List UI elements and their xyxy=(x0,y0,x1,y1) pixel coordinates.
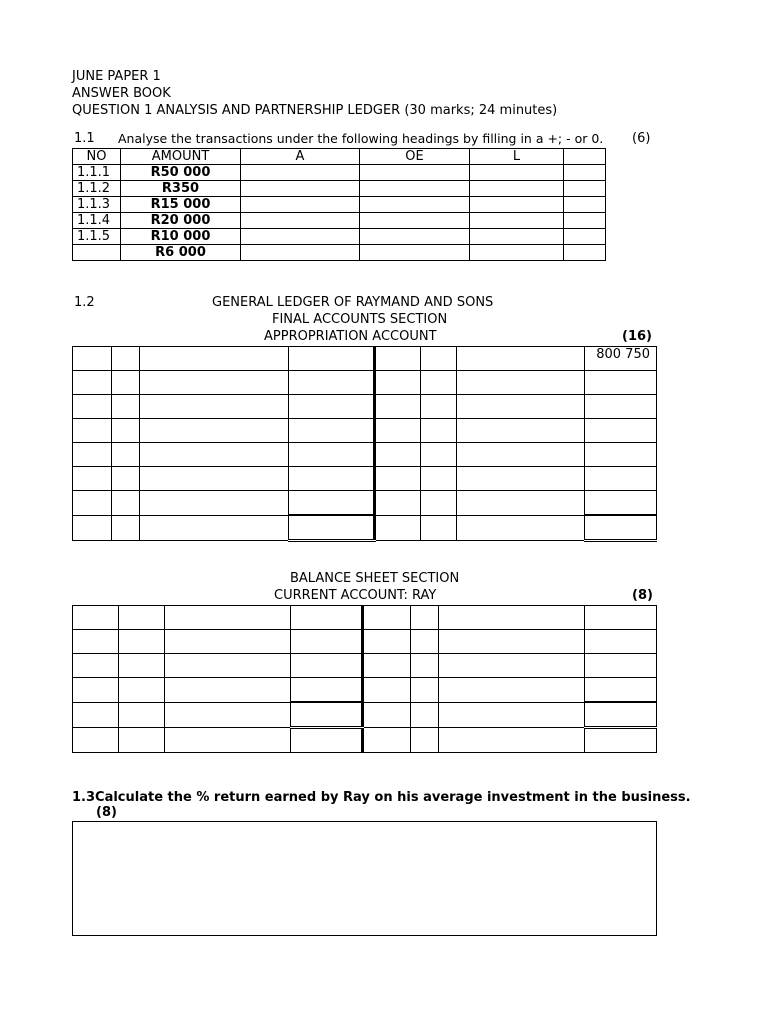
row-no: 1.1.4 xyxy=(73,213,121,229)
table-row xyxy=(73,467,657,491)
ledger-cell[interactable] xyxy=(73,606,119,630)
final-accounts-title: FINAL ACCOUNTS SECTION xyxy=(272,312,448,327)
answer-cell-l[interactable] xyxy=(470,213,564,229)
ledger-cell[interactable] xyxy=(112,515,140,541)
answer-cell-a[interactable] xyxy=(241,197,360,213)
answer-cell-extra[interactable] xyxy=(564,181,606,197)
answer-cell-oe[interactable] xyxy=(360,229,470,245)
ledger-cell[interactable] xyxy=(457,347,585,371)
answer-cell-extra[interactable] xyxy=(564,245,606,261)
answer-cell-oe[interactable] xyxy=(360,181,470,197)
answer-cell-a[interactable] xyxy=(241,245,360,261)
q11-marks: (6) xyxy=(632,131,651,146)
ledger-cell[interactable] xyxy=(140,395,289,419)
table-row xyxy=(73,245,606,261)
ledger-cell[interactable] xyxy=(119,630,165,654)
answer-cell-l[interactable] xyxy=(470,197,564,213)
total-cell[interactable] xyxy=(585,515,657,541)
ledger-cell[interactable] xyxy=(375,395,421,419)
row-no: 1.1.2 xyxy=(73,181,121,197)
q13-question: 1.3Calculate the % return earned by Ray on his average investment in the business. xyxy=(72,790,691,805)
ledger-cell[interactable] xyxy=(375,515,421,541)
col-extra-header xyxy=(564,149,606,165)
ledger-cell[interactable] xyxy=(119,702,165,728)
table-row xyxy=(73,678,657,703)
ledger-cell[interactable] xyxy=(289,347,375,371)
bs-marks: (8) xyxy=(632,588,653,603)
ledger-cell[interactable] xyxy=(439,606,585,630)
current-account-title: CURRENT ACCOUNT: RAY xyxy=(274,588,437,603)
q11-number: 1.1 xyxy=(74,131,95,146)
ledger-cell[interactable] xyxy=(112,371,140,395)
prefilled-amount: 800 750 xyxy=(585,347,657,371)
ledger-cell[interactable] xyxy=(439,630,585,654)
ledger-cell[interactable] xyxy=(291,728,363,753)
ledger-cell[interactable] xyxy=(421,515,457,541)
ledger-cell[interactable] xyxy=(140,467,289,491)
total-cell[interactable] xyxy=(585,702,657,728)
ledger-cell[interactable] xyxy=(289,419,375,443)
ledger-cell[interactable] xyxy=(112,443,140,467)
table-row xyxy=(73,630,657,654)
ledger-cell[interactable] xyxy=(457,395,585,419)
ledger-cell[interactable] xyxy=(119,728,165,753)
row-no xyxy=(73,245,121,261)
ledger-cell[interactable] xyxy=(439,728,585,753)
ledger-cell[interactable] xyxy=(291,654,363,678)
ledger-cell[interactable] xyxy=(363,728,411,753)
ledger-cell[interactable] xyxy=(457,443,585,467)
ledger-cell[interactable] xyxy=(439,702,585,728)
col-a-header: A xyxy=(241,149,360,165)
row-amount: R6 000 xyxy=(121,245,241,261)
answer-cell-extra[interactable] xyxy=(564,213,606,229)
ledger-cell[interactable] xyxy=(375,491,421,516)
ledger-cell[interactable] xyxy=(165,702,291,728)
ledger-cell[interactable] xyxy=(411,728,439,753)
table-row xyxy=(73,728,657,753)
ledger-cell[interactable] xyxy=(73,630,119,654)
q13-answer-box[interactable] xyxy=(72,821,657,936)
ledger-cell[interactable] xyxy=(585,630,657,654)
ledger-cell[interactable] xyxy=(585,678,657,703)
current-account-table xyxy=(72,605,657,753)
ledger-cell[interactable] xyxy=(289,467,375,491)
ledger-cell[interactable] xyxy=(291,606,363,630)
question-heading: QUESTION 1 ANALYSIS AND PARTNERSHIP LEDGER (30 marks; 24 minutes) xyxy=(72,103,558,118)
ledger-cell[interactable] xyxy=(421,395,457,419)
table-row xyxy=(73,371,657,395)
table-row xyxy=(73,229,606,245)
ledger-cell[interactable] xyxy=(73,515,112,541)
answer-cell-l[interactable] xyxy=(470,245,564,261)
ledger-cell[interactable] xyxy=(140,347,289,371)
analysis-header-row xyxy=(73,149,606,165)
q11-instruction: Analyse the transactions under the following headings by filling in a +; - or 0. xyxy=(118,131,604,146)
row-amount: R10 000 xyxy=(121,229,241,245)
ledger-cell[interactable] xyxy=(585,395,657,419)
col-l-header: L xyxy=(470,149,564,165)
ledger-cell[interactable] xyxy=(457,491,585,516)
ledger-cell[interactable] xyxy=(73,467,112,491)
total-row xyxy=(73,702,657,728)
ledger-cell[interactable] xyxy=(140,419,289,443)
ledger-cell[interactable] xyxy=(457,515,585,541)
ledger-cell[interactable] xyxy=(73,491,112,516)
ledger-cell[interactable] xyxy=(411,654,439,678)
row-no: 1.1.5 xyxy=(73,229,121,245)
answer-cell-l[interactable] xyxy=(470,181,564,197)
table-row xyxy=(73,419,657,443)
ledger-cell[interactable] xyxy=(140,515,289,541)
ledger-cell[interactable] xyxy=(585,467,657,491)
col-amount-header: AMOUNT xyxy=(121,149,241,165)
table-row xyxy=(73,654,657,678)
q13-marks: (8) xyxy=(96,805,117,820)
table-row xyxy=(73,347,657,371)
row-no: 1.1.1 xyxy=(73,165,121,181)
answer-cell-extra[interactable] xyxy=(564,197,606,213)
answer-cell-extra[interactable] xyxy=(564,229,606,245)
table-row xyxy=(73,181,606,197)
ledger-cell[interactable] xyxy=(73,654,119,678)
ledger-cell[interactable] xyxy=(457,419,585,443)
table-row xyxy=(73,213,606,229)
ledger-cell[interactable] xyxy=(112,395,140,419)
total-cell[interactable] xyxy=(289,515,375,541)
ledger-cell[interactable] xyxy=(289,395,375,419)
table-row xyxy=(73,491,657,516)
answer-cell-oe[interactable] xyxy=(360,245,470,261)
ledger-cell[interactable] xyxy=(119,678,165,703)
answer-cell-a[interactable] xyxy=(241,165,360,181)
balance-sheet-title: BALANCE SHEET SECTION xyxy=(290,571,460,586)
ledger-cell[interactable] xyxy=(421,347,457,371)
row-amount: R15 000 xyxy=(121,197,241,213)
answer-cell-l[interactable] xyxy=(470,165,564,181)
paper-title: JUNE PAPER 1 xyxy=(72,69,161,84)
col-oe-header: OE xyxy=(360,149,470,165)
ledger-cell[interactable] xyxy=(439,678,585,703)
ledger-cell[interactable] xyxy=(585,728,657,753)
appropriation-account-title: APPROPRIATION ACCOUNT xyxy=(264,329,437,344)
total-cell[interactable] xyxy=(291,702,363,728)
answer-cell-oe[interactable] xyxy=(360,197,470,213)
ledger-cell[interactable] xyxy=(291,630,363,654)
ledger-cell[interactable] xyxy=(585,419,657,443)
answer-cell-l[interactable] xyxy=(470,229,564,245)
answer-book-label: ANSWER BOOK xyxy=(72,86,171,101)
q12-number: 1.2 xyxy=(74,295,95,310)
ledger-cell[interactable] xyxy=(119,606,165,630)
ledger-cell[interactable] xyxy=(112,467,140,491)
analysis-table xyxy=(72,148,606,261)
ledger-cell[interactable] xyxy=(375,371,421,395)
ledger-cell[interactable] xyxy=(73,678,119,703)
ledger-cell[interactable] xyxy=(363,678,411,703)
ledger-cell[interactable] xyxy=(165,654,291,678)
ledger-cell[interactable] xyxy=(73,347,112,371)
answer-cell-a[interactable] xyxy=(241,213,360,229)
ledger-cell[interactable] xyxy=(375,467,421,491)
ledger-cell[interactable] xyxy=(585,606,657,630)
ledger-cell[interactable] xyxy=(165,728,291,753)
ledger-cell[interactable] xyxy=(411,630,439,654)
ledger-cell[interactable] xyxy=(140,491,289,516)
answer-cell-a[interactable] xyxy=(241,229,360,245)
ledger-cell[interactable] xyxy=(289,371,375,395)
total-row xyxy=(73,515,657,541)
ledger-cell[interactable] xyxy=(421,491,457,516)
ledger-cell[interactable] xyxy=(457,467,585,491)
ledger-cell[interactable] xyxy=(112,347,140,371)
ledger-cell[interactable] xyxy=(165,630,291,654)
table-row xyxy=(73,197,606,213)
col-no-header: NO xyxy=(73,149,121,165)
ledger-cell[interactable] xyxy=(363,702,411,728)
ledger-cell[interactable] xyxy=(289,443,375,467)
answer-cell-extra[interactable] xyxy=(564,165,606,181)
ledger-cell[interactable] xyxy=(165,678,291,703)
ledger-cell[interactable] xyxy=(112,419,140,443)
appropriation-account-table xyxy=(72,346,657,542)
ledger-cell[interactable] xyxy=(585,491,657,516)
ledger-cell[interactable] xyxy=(119,654,165,678)
answer-cell-oe[interactable] xyxy=(360,165,470,181)
ledger-cell[interactable] xyxy=(457,371,585,395)
answer-cell-oe[interactable] xyxy=(360,213,470,229)
table-row xyxy=(73,606,657,630)
ledger-cell[interactable] xyxy=(140,371,289,395)
ledger-cell[interactable] xyxy=(363,606,411,630)
ledger-cell[interactable] xyxy=(375,443,421,467)
row-amount: R350 xyxy=(121,181,241,197)
ledger-cell[interactable] xyxy=(585,371,657,395)
row-no: 1.1.3 xyxy=(73,197,121,213)
ledger-cell[interactable] xyxy=(411,678,439,703)
ledger-cell[interactable] xyxy=(291,678,363,703)
ledger-title: GENERAL LEDGER OF RAYMAND AND SONS xyxy=(212,295,494,310)
ledger-cell[interactable] xyxy=(73,395,112,419)
ledger-cell[interactable] xyxy=(411,606,439,630)
ledger-cell[interactable] xyxy=(73,419,112,443)
ledger-cell[interactable] xyxy=(585,654,657,678)
ledger-cell[interactable] xyxy=(73,371,112,395)
table-row xyxy=(73,395,657,419)
ledger-cell[interactable] xyxy=(289,491,375,516)
ledger-cell[interactable] xyxy=(73,702,119,728)
ledger-cell[interactable] xyxy=(363,630,411,654)
ledger-cell[interactable] xyxy=(585,443,657,467)
ledger-cell[interactable] xyxy=(73,443,112,467)
row-amount: R20 000 xyxy=(121,213,241,229)
table-row xyxy=(73,165,606,181)
ledger-cell[interactable] xyxy=(375,347,421,371)
table-row xyxy=(73,443,657,467)
ledger-cell[interactable] xyxy=(73,728,119,753)
ledger-cell[interactable] xyxy=(421,443,457,467)
row-amount: R50 000 xyxy=(121,165,241,181)
ledger-cell[interactable] xyxy=(421,371,457,395)
ledger-cell[interactable] xyxy=(421,419,457,443)
q12-marks: (16) xyxy=(622,329,652,344)
ledger-cell[interactable] xyxy=(411,702,439,728)
ledger-cell[interactable] xyxy=(421,467,457,491)
ledger-cell[interactable] xyxy=(439,654,585,678)
ledger-cell[interactable] xyxy=(112,491,140,516)
ledger-cell[interactable] xyxy=(140,443,289,467)
answer-cell-a[interactable] xyxy=(241,181,360,197)
ledger-cell[interactable] xyxy=(363,654,411,678)
ledger-cell[interactable] xyxy=(375,419,421,443)
ledger-cell[interactable] xyxy=(165,606,291,630)
